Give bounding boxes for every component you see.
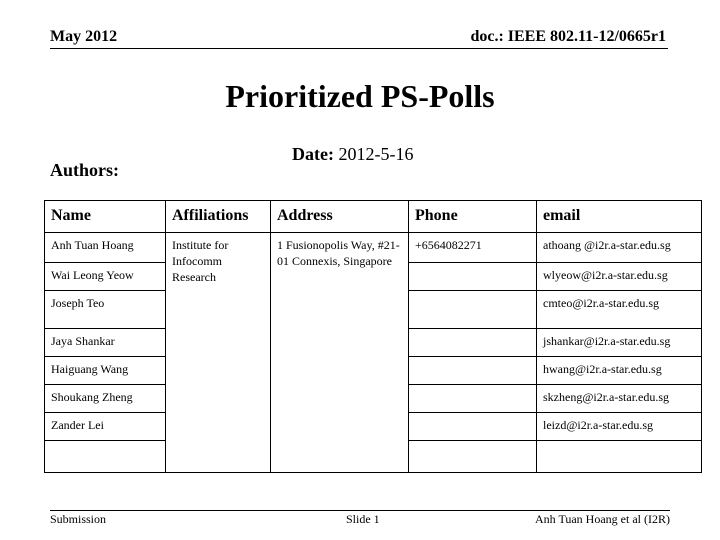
header-phone: Phone <box>409 201 537 233</box>
footer-submission: Submission <box>50 512 107 526</box>
header-address: Address <box>271 201 409 233</box>
cell-name: Wai Leong Yeow <box>45 263 166 291</box>
table-row <box>45 233 702 263</box>
cell-email: jshankar@i2r.a-star.edu.sg <box>537 329 702 357</box>
cell-email: skzheng@i2r.a-star.edu.sg <box>537 385 702 413</box>
header-name: Name <box>45 201 166 233</box>
cell-email: cmteo@i2r.a-star.edu.sg <box>537 291 702 329</box>
cell-name: Jaya Shankar <box>45 329 166 357</box>
cell-phone <box>409 357 537 385</box>
cell-name: Haiguang Wang <box>45 357 166 385</box>
cell-phone <box>409 385 537 413</box>
cell-email: wlyeow@i2r.a-star.edu.sg <box>537 263 702 291</box>
cell-email <box>537 441 702 473</box>
date-value: 2012-5-16 <box>338 144 414 164</box>
slide-date <box>292 144 413 165</box>
header-affiliations: Affiliations <box>166 201 271 233</box>
date-label: Date: <box>292 144 334 164</box>
footer-author: Anh Tuan Hoang et al (I2R) <box>535 512 670 526</box>
cell-name: Joseph Teo <box>45 291 166 329</box>
cell-phone <box>409 263 537 291</box>
slide-title: Prioritized PS-Polls <box>225 78 495 114</box>
cell-name: Zander Lei <box>45 413 166 441</box>
cell-phone <box>409 329 537 357</box>
cell-phone <box>409 413 537 441</box>
cell-name <box>45 441 166 473</box>
table-header-row <box>45 201 702 233</box>
cell-address: 1 Fusionopolis Way, #21-01 Connexis, Singapore <box>271 233 409 473</box>
footer-slide-number: Slide 1 <box>346 512 380 526</box>
cell-phone <box>409 441 537 473</box>
authors-label: Authors: <box>50 160 120 180</box>
cell-affiliation: Institute for Infocomm Research <box>166 233 271 473</box>
cell-phone: +6564082271 <box>409 233 537 263</box>
header-doc-id: doc.: IEEE 802.11-12/0665r1 <box>470 28 666 45</box>
header-divider <box>50 48 668 49</box>
cell-email: leizd@i2r.a-star.edu.sg <box>537 413 702 441</box>
authors-table <box>44 200 702 473</box>
footer-divider <box>50 510 670 511</box>
header-email: email <box>537 201 702 233</box>
cell-email: athoang @i2r.a-star.edu.sg <box>537 233 702 263</box>
cell-name: Anh Tuan Hoang <box>45 233 166 263</box>
cell-email: hwang@i2r.a-star.edu.sg <box>537 357 702 385</box>
cell-phone <box>409 291 537 329</box>
header-date: May 2012 <box>50 28 118 45</box>
cell-name: Shoukang Zheng <box>45 385 166 413</box>
